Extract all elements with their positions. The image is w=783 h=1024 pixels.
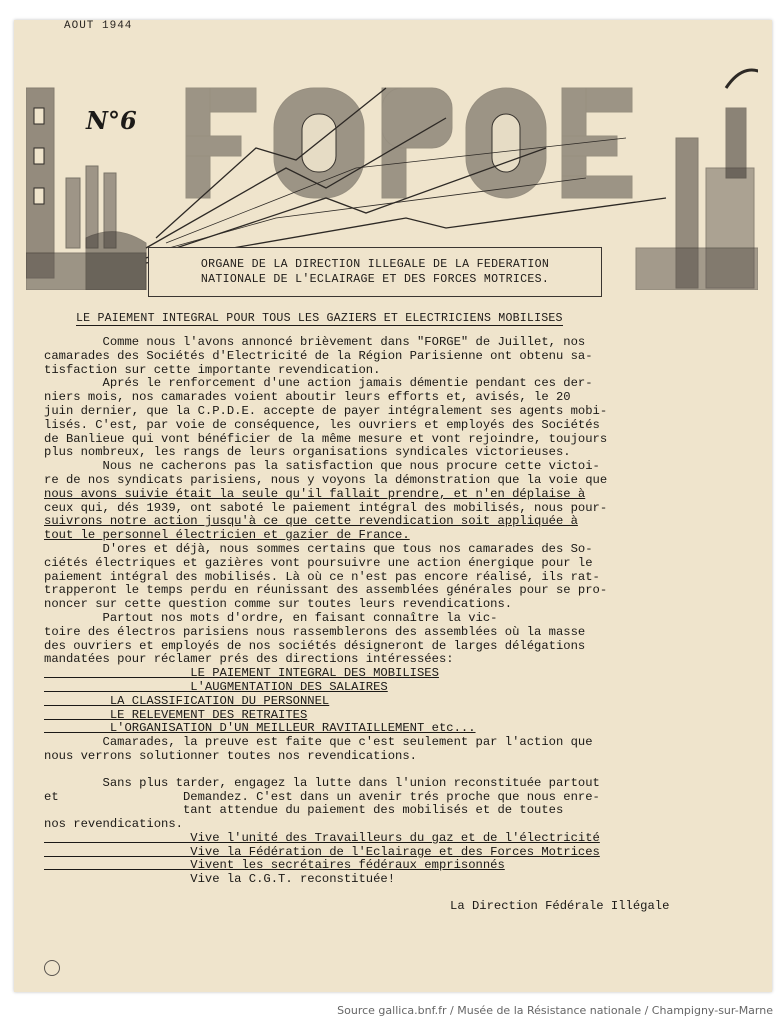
text-line: et Demandez. C'est dans un avenir trés proche que nous enre-: [44, 789, 600, 804]
document-page: [14, 20, 772, 992]
text-line: trapperont le temps perdu en réunissant des assemblées générales pour se pro-: [44, 583, 608, 598]
organ-line: ORGANE DE LA DIRECTION ILLEGALE DE LA FEDERATION: [200, 258, 550, 271]
text-line: des ouvriers et employés de nos sociétés désigneront de larges délégations: [44, 638, 586, 653]
text-line: nous verrons solutionner toutes nos revendications.: [44, 748, 417, 763]
text-line: tout le personnel électricien et gazier de France.: [44, 528, 410, 543]
text-line: tisfaction sur cette importante revendication.: [44, 362, 381, 377]
text-line: tant attendue du paiement des mobilisés et de toutes: [44, 803, 564, 818]
slogan-line: Vivent les secrétaires fédéraux emprisonnés: [44, 858, 505, 873]
archive-stamp: [44, 960, 60, 976]
text-line: mandatées pour réclamer prés des directions intéressées:: [44, 652, 454, 667]
text-line: paiement intégral des mobilisés. Là où ce n'est pas encore réalisé, ils rat-: [44, 569, 600, 584]
organ-line: NATIONALE DE L'ECLAIRAGE ET DES FORCES MOTRICES.: [200, 273, 550, 286]
text-line: Camarades, la preuve est faite que c'est seulement par l'action que: [44, 735, 593, 750]
slogan-line: Vive l'unité des Travailleurs du gaz et de l'électricité: [44, 830, 600, 845]
text-line: noncer sur cette question comme sur toutes leurs revendications.: [44, 597, 513, 612]
issue-date: AOUT 1944: [64, 20, 133, 32]
source-credit: Source gallica.bnf.fr / Musée de la Résistance nationale / Champigny-sur-Marne: [337, 1004, 773, 1017]
text-line: lisés. C'est, par voie de conséquence, les ouvriers et employés des Sociétés: [44, 417, 600, 432]
organ-box: [148, 247, 602, 297]
masthead: [26, 48, 758, 290]
text-line: toire des électros parisiens nous rassemblerons des assemblées où la masse: [44, 624, 586, 639]
demand-line: LE RELEVEMENT DES RETRAITES: [44, 707, 308, 722]
text-line: re de nos syndicats parisiens, nous y voyons la démonstration que la voie que: [44, 472, 608, 487]
text-line: juin dernier, que la C.P.D.E. accepte de payer intégralement ses agents mobi-: [44, 403, 608, 418]
text-line: Sans plus tarder, engagez la lutte dans l'union reconstituée partout: [44, 775, 600, 790]
text-line: D'ores et déjà, nous sommes certains que tous nos camarades des So-: [44, 541, 593, 556]
paragraph-gap: [44, 764, 756, 777]
demand-line: LA CLASSIFICATION DU PERSONNEL: [44, 693, 330, 708]
text-line: ciétés électriques et gazières vont poursuivre une action énergique pour le: [44, 555, 593, 570]
slogan-line: Vive la C.G.T. reconstituée!: [44, 872, 396, 887]
text-line: plus nombreux, les rangs de leurs organisations syndicales victorieuses.: [44, 445, 571, 460]
issue-number: N°6: [86, 106, 137, 135]
text-line: ceux qui, dés 1939, ont saboté le paiement intégral des mobilisés, nous pour-: [44, 500, 608, 515]
demand-line: L'AUGMENTATION DES SALAIRES: [44, 679, 388, 694]
text-line: camarades des Sociétés d'Electricité de la Région Parisienne ont obtenu sa-: [44, 348, 593, 363]
text-line: nos revendications.: [44, 817, 183, 832]
text-line: Nous ne cacherons pas la satisfaction que nous procure cette victoi-: [44, 459, 600, 474]
text-line: Comme nous l'avons annoncé brièvement dans "FORGE" de Juillet, nos: [44, 335, 586, 349]
text-line: Aprés le renforcement d'une action jamais démentie pendant ces der-: [44, 376, 593, 391]
demand-line: L'ORGANISATION D'UN MEILLEUR RAVITAILLEMENT etc...: [44, 721, 476, 736]
article-body: [44, 336, 756, 914]
text-line: Partout nos mots d'ordre, en faisant connaître la vic-: [44, 610, 498, 625]
text-line: de Banlieue qui vont bénéficier de la même mesure et vont rejoindre, toujours: [44, 431, 608, 446]
article-headline: LE PAIEMENT INTEGRAL POUR TOUS LES GAZIERS ET ELECTRICIENS MOBILISES: [76, 312, 563, 325]
text-line: niers mois, nos camarades voient aboutir leurs efforts et, avisés, le 20: [44, 390, 571, 405]
text-line: suivrons notre action jusqu'à ce que cette revendication soit appliquée à: [44, 514, 578, 529]
text-line: nous avons suivie était la seule qu'il fallait prendre, et n'en déplaise à: [44, 486, 586, 501]
demand-line: LE PAIEMENT INTEGRAL DES MOBILISES: [44, 666, 439, 681]
signature: La Direction Fédérale Illégale: [450, 899, 670, 914]
slogan-line: Vive la Fédération de l'Eclairage et des Forces Motrices: [44, 844, 600, 859]
